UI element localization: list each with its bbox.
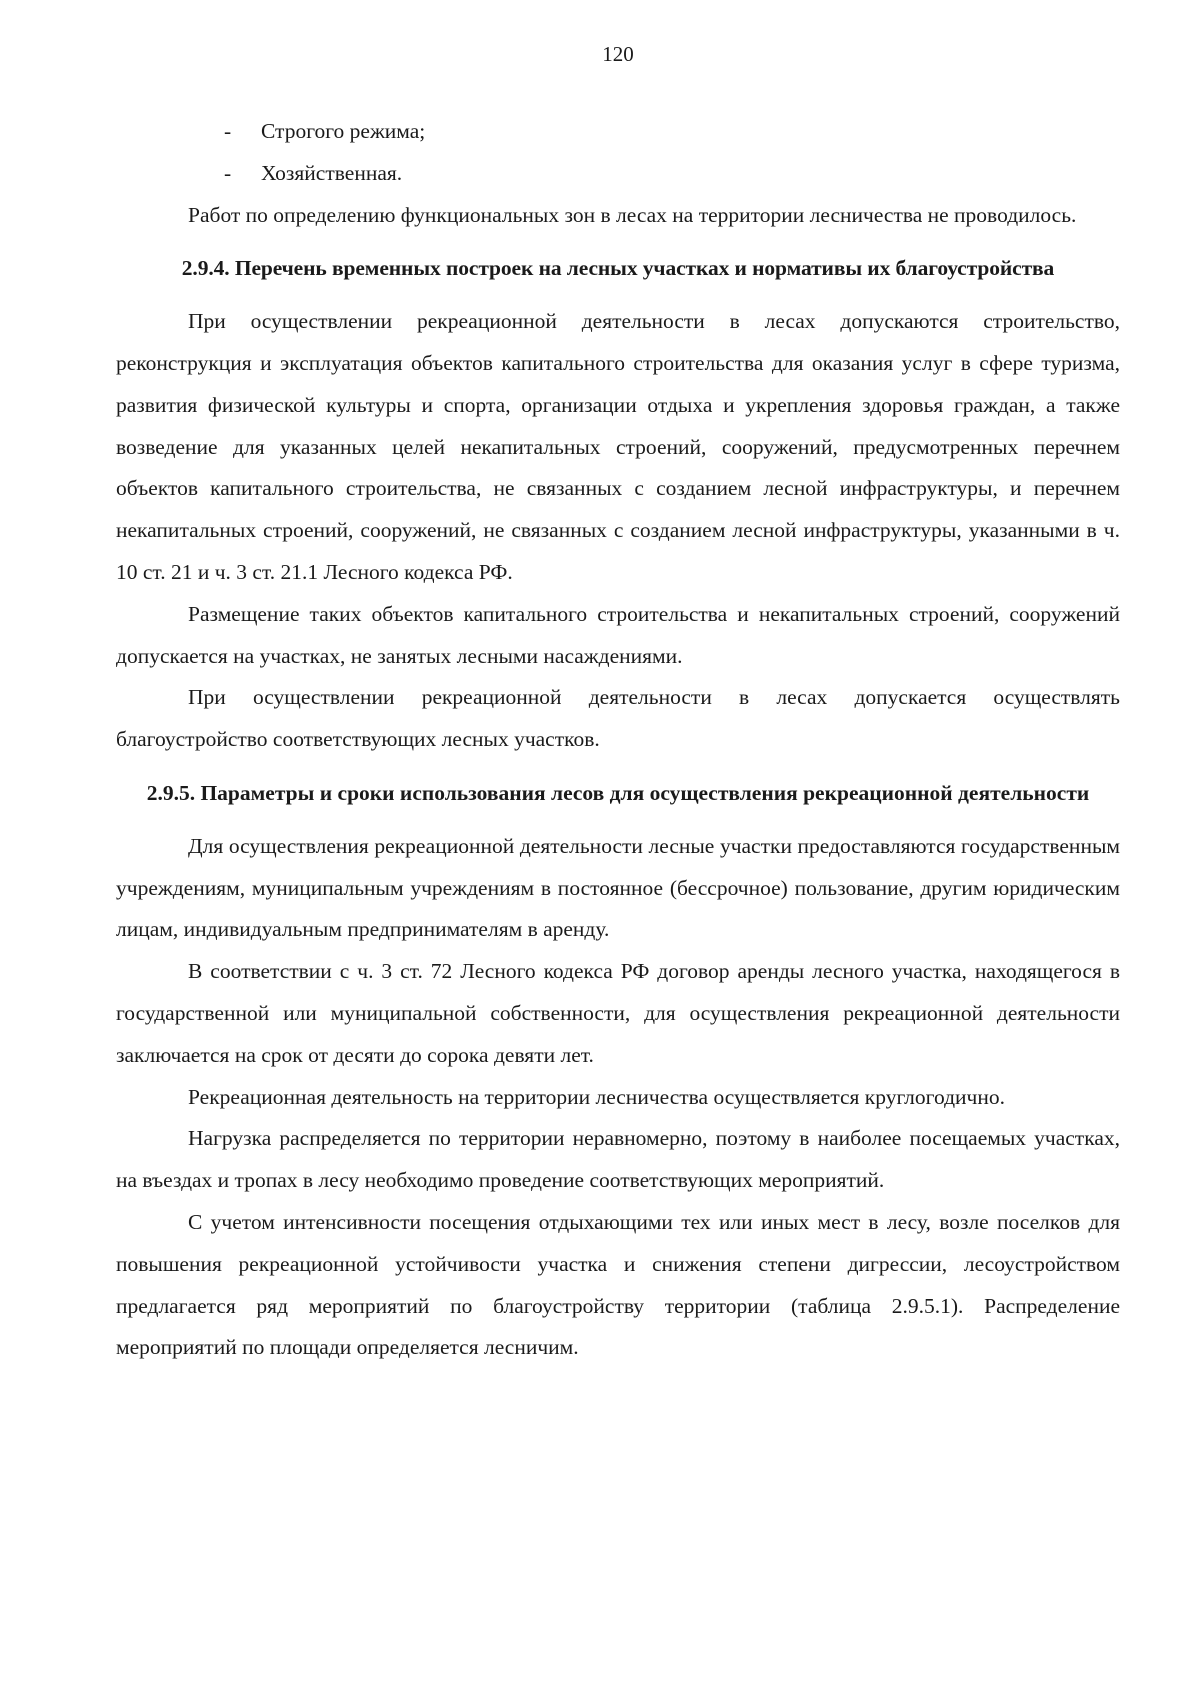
paragraph: Размещение таких объектов капитального строительства и некапитальных строений, сооружений допускается на участках, не занятых лесными насаждениями. xyxy=(116,601,1120,668)
paragraph: С учетом интенсивности посещения отдыхающими тех или иных мест в лесу, возле поселков для повышения рекреационной устойчивости участка и снижения степени дигрессии, лесоустройством предлагается ряд мероприятий по благоустройству территории (таблица 2.9.5.1). Распределение мероприятий по площади определяется лесничим. xyxy=(116,1209,1120,1360)
list-item-text: Строгого режима; xyxy=(261,119,426,143)
list-item xyxy=(116,153,1120,195)
list-dash: - xyxy=(224,119,232,143)
list-item xyxy=(116,111,1120,153)
document-body xyxy=(116,111,1120,1369)
paragraph: Для осуществления рекреационной деятельности лесные участки предоставляются государственным учреждениям, муниципальным учреждениям в постоянное (бессрочное) пользование, другим юридическим лицам, индивидуальным предпринимателям в аренду. xyxy=(116,833,1120,942)
page-number: 120 xyxy=(602,42,634,66)
paragraph: В соответствии с ч. 3 ст. 72 Лесного кодекса РФ договор аренды лесного участка, находящегося в государственной или муниципальной собственности, для осуществления рекреационной деятельности заключается на срок от десяти до сорока девяти лет. xyxy=(116,959,1120,1067)
paragraph: При осуществлении рекреационной деятельности в лесах допускается осуществлять благоустройство соответствующих лесных участков. xyxy=(116,685,1120,752)
list-item-text: Хозяйственная. xyxy=(261,160,403,185)
paragraph: Работ по определению функциональных зон в лесах на территории лесничества не проводилось. xyxy=(188,202,1077,227)
paragraph: Нагрузка распределяется по территории неравномерно, поэтому в наиболее посещаемых участках, на въездах и тропах в лесу необходимо проведение соответствующих мероприятий. xyxy=(116,1126,1120,1193)
paragraph: При осуществлении рекреационной деятельности в лесах допускаются строительство, реконструкция и эксплуатация объектов капитального строительства для оказания услуг в сфере туризма, развития физической культуры и спорта, организации отдыха и укрепления здоровья граждан, а также возведение для указанных целей некапитальных строений, сооружений, предусмотренных перечнем объектов капитального строительства, не связанных с созданием лесной инфраструктуры, и перечнем некапитальных строений, сооружений, не связанных с созданием лесной инфраструктуры, указанными в ч. 10 ст. 21 и ч. 3 ст. 21.1 Лесного кодекса РФ. xyxy=(116,309,1120,584)
section-heading-2-9-5: 2.9.5. Параметры и сроки использования лесов для осуществления рекреационной деятельности xyxy=(146,780,1090,805)
section-heading-2-9-4: 2.9.4. Перечень временных построек на лесных участках и нормативы их благоустройства xyxy=(181,256,1055,281)
paragraph: Рекреационная деятельность на территории лесничества осуществляется круглогодично. xyxy=(188,1084,1005,1109)
list-dash: - xyxy=(224,160,232,185)
